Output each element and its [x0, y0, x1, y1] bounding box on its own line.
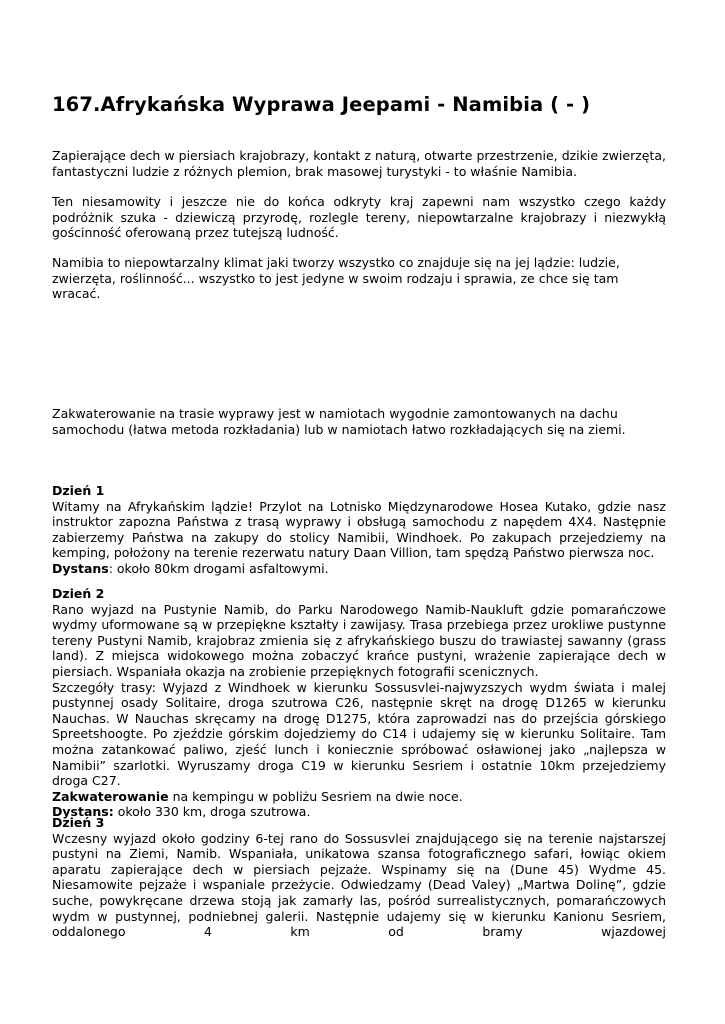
- day-1-distance: [52, 561, 666, 577]
- day-3-text: Wczesny wyjazd około godziny 6-tej rano do Sossusvlei znajdującego się na terenie najstarszej pustyni na Ziemi, Namib. Wspaniała, unikatowa szansa fotograficznego safari, łowiąc okiem aparatu zapierające dech w piersiach pejzaże. Wspinamy się na (Dune 45) Wydme 45. Niesamowite pejzaże i wspaniale przeżycie. Odwiedzamy (Dead Valey) „Martwa Dolinę”, gdzie suche, powykręcane drzewa stoją jak zamarły las, pośród surrealistycznych, pomarańczowych wydm w pustynnej, podniebnej galerii. Następnie udajemy się w kierunku Kanionu Sesriem, oddalonego 4 km od bramy wjazdowej: [52, 830, 666, 940]
- day-2-route: Szczegóły trasy: Wyjazd z Windhoek w kierunku Sossusvlei-najwyzszych wydm świata i malej pustynnej osady Solitaire, droga szutrowa C26, następnie skręt na drogę D1265 w kierunku Nauchas. W Nauchas skręcamy na drogę D1275, która zaprowadzi nas do przejścia górskiego Spreetshoogte. Po zjeździe górskim dojedziemy do C14 i udajemy się w kierunku Solitaire. Tam można zatankować paliwo, zjeść lunch i koniecznie spróbować osławionej jako „najlepsza w Namibii” szarlotki. Wyruszamy droga C19 w kierunku Sesriem i ostatnie 10km przejedziemy droga C27.: [52, 679, 666, 789]
- day-2-distance-label: Dystans:: [52, 804, 114, 820]
- day-3-heading: Dzień 3: [52, 815, 105, 830]
- day-2-accommodation: [52, 789, 666, 805]
- day-2-heading: Dzień 2: [52, 586, 105, 601]
- day-1-heading: Dzień 1: [52, 483, 105, 498]
- day-1-text: Witamy na Afrykańskim lądzie! Przylot na Lotnisko Międzynarodowe Hosea Kutako, gdzie nasz instruktor zapozna Państwa z trasą wyprawy i obsługą samochodu z napędem 4X4. Następnie zabierzemy Państwa na zakupy do stolicy Namibii, Windhoek. Po zakupach przejedziemy na kemping, położony na terenie rezerwatu natury Daan Villion, tam spędzą Państwo pierwsza noc.: [52, 498, 666, 561]
- day-2-accommodation-label: Zakwaterowanie: [52, 788, 169, 804]
- intro-paragraph-1: Zapierające dech w piersiach krajobrazy, kontakt z naturą, otwarte przestrzenie, dzikie zwierzęta, fantastyczni ludzie z różnych plemion, brak masowej turystyki - to właśnie Namibia.: [52, 148, 666, 179]
- intro-paragraph-3: Namibia to niepowtarzalny klimat jaki tworzy wszystko co znajduje się na jej lądzie: ludzie, zwierzęta, roślinność... wszystko to jest jedyne w swoim rodzaju i sprawia, ze chce się tam wracać.: [52, 255, 620, 302]
- day-2-accommodation-value: na kempingu w pobliżu Sesriem na dwie noce.: [168, 788, 463, 804]
- day-3-section: [52, 815, 666, 940]
- day-1-section: [52, 483, 666, 577]
- accommodation-paragraph: Zakwaterowanie na trasie wyprawy jest w namiotach wygodnie zamontowanych na dachu samochodu (łatwa metoda rozkładania) lub w namiotach łatwo rozkładających się na ziemi.: [52, 406, 626, 437]
- day-2-text: Rano wyjazd na Pustynie Namib, do Parku Narodowego Namib-Naukluft gdzie pomarańczowe wydmy uformowane są w przepiękne kształty i zawijasy. Trasa przebiega przez urokliwe pustynne tereny Pustyni Namib, krajobraz zmienia się z afrykańskiego buszu do trawiastej sawanny (grass land). Z miejsca widokowego można zobaczyć krańce pustyni, wrażenie zapierające dech w piersiach. Wspaniała okazja na zrobienie przepięknych fotografii scenicznych.: [52, 601, 666, 679]
- intro-paragraph-2: Ten niesamowity i jeszcze nie do końca odkryty kraj zapewni nam wszystko czego każdy podróżnik szuka - dziewiczą przyrodę, rozlegle tereny, niepowtarzalne krajobrazy i niezwykłą gościnność oferowaną przez tutejszą ludność.: [52, 194, 666, 241]
- day-1-distance-label: Dystans: [52, 560, 109, 576]
- day-2-section: [52, 586, 666, 820]
- page-title: 167.Afrykańska Wyprawa Jeepami - Namibia ( - ): [52, 93, 591, 116]
- day-2-distance-value: około 330 km, droga szutrowa.: [113, 804, 311, 820]
- day-1-distance-value: : około 80km drogami asfaltowymi.: [108, 560, 329, 576]
